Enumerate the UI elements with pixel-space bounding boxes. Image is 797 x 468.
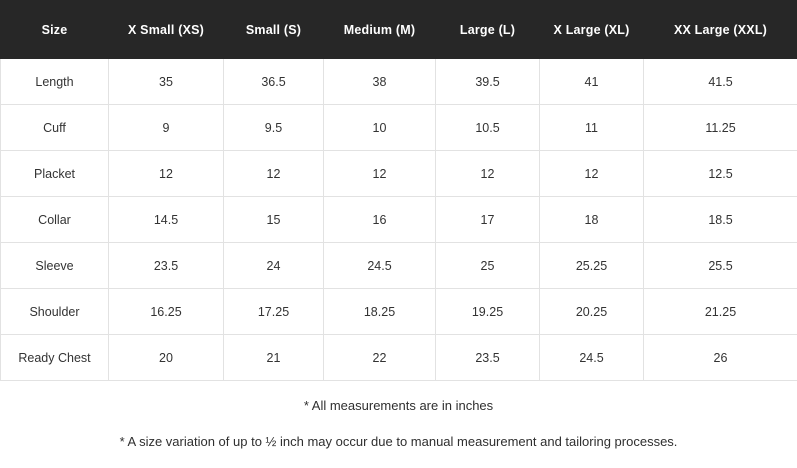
note-variation: * A size variation of up to ½ inch may occur due to manual measurement and tailoring processes. <box>119 434 678 450</box>
table-cell: 36.5 <box>224 59 324 105</box>
table-header <box>1 1 797 59</box>
measurement-notes <box>0 399 797 450</box>
table-cell: 21 <box>224 335 324 381</box>
table-cell: 9 <box>109 105 224 151</box>
column-header-size: Size <box>1 1 109 59</box>
column-header-s: Small (S) <box>224 1 324 59</box>
table-cell: 12 <box>324 151 436 197</box>
table-cell: 39.5 <box>436 59 540 105</box>
table-cell: 18 <box>540 197 644 243</box>
table-cell: 10 <box>324 105 436 151</box>
table-row <box>1 197 797 243</box>
table-header-row <box>1 1 797 59</box>
table-cell: 18.5 <box>644 197 797 243</box>
table-cell: 25.5 <box>644 243 797 289</box>
note-units: * All measurements are in inches <box>303 398 494 413</box>
table-cell: 23.5 <box>109 243 224 289</box>
table-cell: 16 <box>324 197 436 243</box>
table-cell: 12 <box>109 151 224 197</box>
row-label: Shoulder <box>1 289 109 335</box>
table-cell: 21.25 <box>644 289 797 335</box>
table-row <box>1 151 797 197</box>
table-body <box>1 59 797 381</box>
table-cell: 25 <box>436 243 540 289</box>
table-row <box>1 289 797 335</box>
table-cell: 15 <box>224 197 324 243</box>
table-cell: 17.25 <box>224 289 324 335</box>
table-cell: 17 <box>436 197 540 243</box>
row-label: Sleeve <box>1 243 109 289</box>
table-cell: 38 <box>324 59 436 105</box>
row-label: Cuff <box>1 105 109 151</box>
column-header-xxl: XX Large (XXL) <box>644 1 797 59</box>
row-label: Collar <box>1 197 109 243</box>
table-cell: 24 <box>224 243 324 289</box>
table-cell: 20.25 <box>540 289 644 335</box>
table-cell: 26 <box>644 335 797 381</box>
table-cell: 24.5 <box>540 335 644 381</box>
table-row <box>1 59 797 105</box>
table-row <box>1 243 797 289</box>
column-header-l: Large (L) <box>436 1 540 59</box>
table-cell: 16.25 <box>109 289 224 335</box>
table-cell: 22 <box>324 335 436 381</box>
table-cell: 14.5 <box>109 197 224 243</box>
table-cell: 41 <box>540 59 644 105</box>
table-cell: 12 <box>224 151 324 197</box>
table-cell: 10.5 <box>436 105 540 151</box>
column-header-xs: X Small (XS) <box>109 1 224 59</box>
table-cell: 25.25 <box>540 243 644 289</box>
table-row <box>1 335 797 381</box>
table-cell: 35 <box>109 59 224 105</box>
table-cell: 12.5 <box>644 151 797 197</box>
table-row <box>1 105 797 151</box>
table-cell: 9.5 <box>224 105 324 151</box>
table-cell: 20 <box>109 335 224 381</box>
table-cell: 11 <box>540 105 644 151</box>
table-cell: 11.25 <box>644 105 797 151</box>
table-cell: 24.5 <box>324 243 436 289</box>
table-cell: 12 <box>436 151 540 197</box>
column-header-m: Medium (M) <box>324 1 436 59</box>
row-label: Length <box>1 59 109 105</box>
column-header-xl: X Large (XL) <box>540 1 644 59</box>
table-cell: 18.25 <box>324 289 436 335</box>
row-label: Placket <box>1 151 109 197</box>
table-cell: 23.5 <box>436 335 540 381</box>
row-label: Ready Chest <box>1 335 109 381</box>
table-cell: 12 <box>540 151 644 197</box>
table-cell: 19.25 <box>436 289 540 335</box>
table-cell: 41.5 <box>644 59 797 105</box>
